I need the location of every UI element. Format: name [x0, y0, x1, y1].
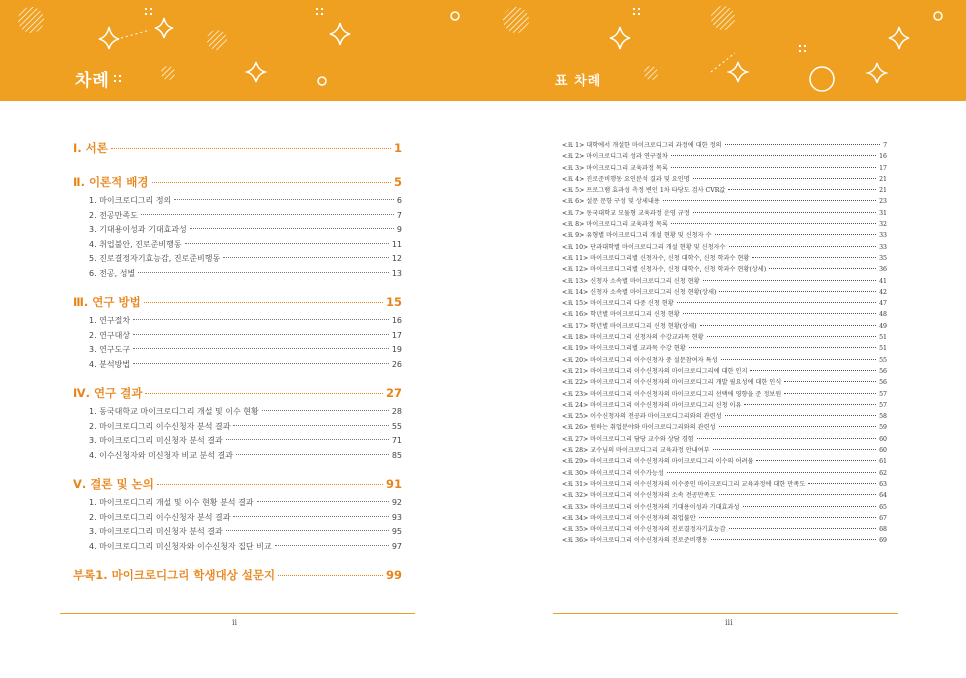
sparkle-icon — [247, 62, 265, 82]
toc-subsection-label: 4. 분석방법 — [89, 359, 131, 369]
table-list-entry — [562, 343, 887, 354]
table-of-contents — [73, 140, 402, 601]
hatched-circle-icon — [207, 30, 227, 50]
dot-leader — [719, 291, 876, 292]
toc-subsection-entry — [73, 359, 402, 371]
table-list-entry — [562, 208, 887, 219]
ring-icon — [451, 12, 459, 20]
table-list-page: 33 — [879, 243, 887, 251]
table-list-label: <표 32> 마이크로디그리 이수신청자의 소속 전공만족도 — [562, 492, 716, 500]
table-list-label: <표 23> 마이크로디그리 이수신청자의 마이크로디그리 선택에 영향을 준 정보원 — [562, 390, 782, 398]
toc-subsection-entry — [73, 253, 402, 265]
table-list-page: 23 — [879, 198, 887, 206]
table-list-entry — [562, 321, 887, 332]
toc-subsection-page: 93 — [391, 512, 402, 522]
table-list-page: 48 — [879, 311, 887, 319]
toc-subsection-page: 28 — [391, 407, 402, 416]
toc-subsection-page: 12 — [391, 254, 402, 263]
toc-subsection-page: 16 — [391, 316, 402, 325]
sparkle-icon — [729, 62, 747, 82]
table-list-page: 60 — [879, 435, 887, 443]
table-list-page: 21 — [879, 187, 887, 195]
table-list-entry — [562, 287, 887, 298]
banner-decoration — [0, 0, 483, 101]
toc-subsection-page: 71 — [391, 436, 402, 445]
dot-leader — [703, 280, 876, 281]
table-list-label: <표 24> 마이크로디그리 이수신청자의 마이크로디그리 신청 이유 — [562, 401, 742, 409]
hatched-circle-icon — [161, 66, 175, 80]
toc-subsection-label: 4. 취업불안, 진로준비행동 — [89, 239, 182, 249]
toc-section-entry — [73, 174, 402, 188]
dot-leader — [223, 257, 389, 258]
toc-subsection-label: 4. 마이크로디그리 미신청자와 이수신청자 집단 비교 — [89, 541, 272, 551]
dot-leader — [157, 484, 383, 485]
toc-subsection-page: 17 — [391, 330, 402, 340]
table-list-label: <표 6> 설문 문항 구성 및 상세내용 — [562, 198, 660, 206]
table-list-entry — [562, 468, 887, 479]
table-list-label: <표 19> 마이크로디그리별 교과목 수강 현황 — [562, 345, 686, 353]
dot-leader — [689, 347, 876, 348]
toc-section-entry — [73, 385, 402, 399]
toc-section-page: 99 — [385, 568, 402, 582]
toc-subsection-label: 2. 마이크로디그리 이수신청자 분석 결과 — [89, 512, 231, 522]
dot-leader — [233, 425, 388, 426]
table-list-page: 67 — [879, 514, 887, 522]
table-list-entry — [562, 490, 887, 501]
toc-section-label: Ⅲ. 연구 방법 — [73, 295, 141, 309]
dot-leader — [693, 178, 876, 179]
table-list-label: <표 10> 단과대학별 마이크로디그리 개설 현황 및 신청자수 — [562, 243, 726, 251]
toc-subsection-page: 7 — [396, 210, 402, 220]
toc-subsection-entry — [73, 421, 402, 433]
ring-icon — [934, 12, 942, 20]
table-list-page: 17 — [879, 164, 887, 172]
dot-leader — [808, 483, 876, 484]
table-list-label: <표 7> 동국대학교 모듈형 교육과정 운영 규정 — [562, 209, 690, 217]
ring-icon — [318, 77, 326, 85]
dot-leader — [725, 415, 877, 416]
ring-icon — [810, 67, 834, 91]
table-list-label: <표 13> 신청자 소속별 마이크로디그리 신청 현황 — [562, 277, 700, 285]
dot-leader — [133, 334, 389, 335]
dot-leader — [728, 189, 876, 190]
table-list-label: <표 36> 마이크로디그리 이수신청자의 진로준비행동 — [562, 537, 708, 545]
table-list-label: <표 26> 원하는 취업분야와 마이크로디그리와의 관련성 — [562, 424, 716, 432]
table-list-label: <표 11> 마이크로디그리별 신청자수, 신청 대학수, 신청 학과수 현황 — [562, 254, 750, 262]
toc-subsection-page: 9 — [396, 225, 402, 234]
dot-leader — [138, 272, 389, 273]
toc-subsection-label: 6. 전공, 성별 — [89, 268, 136, 278]
table-list-page: 56 — [879, 379, 887, 387]
table-list-entry — [562, 242, 887, 253]
toc-section-entry — [73, 567, 402, 581]
dot-leader — [707, 336, 876, 337]
header-banner — [483, 0, 966, 101]
table-list-page: 55 — [879, 356, 887, 364]
dot-leader — [671, 223, 876, 224]
table-list-page: 64 — [879, 492, 887, 500]
dot-leader — [663, 200, 876, 201]
hatched-circle-icon — [503, 7, 529, 33]
toc-subsection-entry — [73, 210, 402, 222]
toc-subsection-page: 85 — [391, 450, 402, 460]
page-title: 표 차례 — [555, 74, 602, 89]
table-list-label: <표 8> 마이크로디그리 교육과정 목록 — [562, 221, 668, 229]
table-list-page: 65 — [879, 503, 887, 511]
sparkle-icon — [155, 18, 173, 38]
right-page — [483, 0, 966, 678]
table-list-page: 31 — [879, 209, 887, 217]
toc-section-page: 5 — [393, 175, 402, 189]
table-list-label: <표 31> 마이크로디그리 이수신청자의 이수중인 마이크로디그리 교육과정에 대한 만족도 — [562, 480, 806, 488]
table-list-page: 62 — [879, 469, 887, 477]
table-list-label: <표 3> 마이크로디그리 교육과정 목록 — [562, 164, 668, 172]
footer-rule — [553, 613, 898, 614]
table-list-entry — [562, 411, 887, 422]
dot-leader — [784, 381, 876, 382]
dot-leader — [671, 155, 876, 156]
table-list-entry — [562, 230, 887, 241]
dot-leader — [750, 370, 876, 371]
sparkle-icon — [610, 27, 630, 49]
table-list-label: <표 14> 신청자 소속별 마이크로디그리 신청 현황(상세) — [562, 288, 717, 296]
hatched-circle-icon — [711, 6, 735, 30]
table-list-label: <표 33> 마이크로디그리 이수신청자의 기대용이성과 기대효과성 — [562, 503, 740, 511]
dot-leader — [144, 302, 383, 303]
table-list-label: <표 21> 마이크로디그리 이수신청자의 마이크로디그리에 대한 인지 — [562, 367, 748, 375]
table-list-page: 61 — [879, 458, 887, 466]
table-list-entry — [562, 174, 887, 185]
toc-subsection-label: 2. 연구대상 — [89, 330, 131, 340]
table-list-page: 57 — [879, 390, 887, 398]
toc-subsection-entry — [73, 344, 402, 356]
toc-subsection-label: 5. 진로결정자기효능감, 진로준비행동 — [89, 254, 221, 263]
toc-subsection-label: 1. 동국대학교 마이크로디그리 개설 및 이수 현황 — [89, 407, 259, 416]
dot-leader — [700, 325, 877, 326]
table-list-entry — [562, 332, 887, 343]
dot-leader — [721, 359, 877, 360]
table-list-label: <표 34> 마이크로디그리 이수신청자의 취업불안 — [562, 514, 696, 522]
dot-leader — [756, 460, 876, 461]
table-list-entry — [562, 389, 887, 400]
dot-leader — [693, 212, 876, 213]
toc-subsection-label: 1. 마이크로디그리 정의 — [89, 196, 172, 205]
dot-leader — [729, 246, 877, 247]
dot-leader — [145, 393, 383, 394]
table-list-entry — [562, 434, 887, 445]
dot-leader — [275, 545, 389, 546]
toc-subsection-label: 3. 마이크로디그리 미신청자 분석 결과 — [89, 527, 223, 536]
table-list-page: 7 — [883, 142, 887, 149]
table-list-page: 63 — [879, 480, 887, 488]
table-list-label: <표 29> 마이크로디그리 이수신청자의 마이크로디그리 이수의 어려움 — [562, 458, 754, 466]
toc-section-page: 15 — [385, 295, 402, 309]
table-list-page: 51 — [879, 345, 887, 353]
toc-section-page: 27 — [385, 386, 402, 400]
toc-subsection-label: 3. 기대용이성과 기대효과성 — [89, 225, 187, 234]
dot-leader — [713, 449, 877, 450]
page-number: ii — [232, 618, 238, 627]
dot-leader — [784, 393, 876, 394]
dot-leader — [226, 439, 389, 440]
toc-subsection-page: 26 — [391, 359, 402, 369]
toc-section-label: Ⅴ. 결론 및 논의 — [73, 477, 154, 491]
table-list-page: 69 — [879, 537, 887, 545]
dot-leader — [226, 530, 389, 531]
toc-subsection-entry — [73, 406, 402, 418]
sparkle-icon — [889, 27, 909, 49]
table-list-label: <표 17> 학년별 마이크로디그리 신청 현황(상세) — [562, 322, 697, 330]
dot-leader — [141, 214, 394, 215]
table-list-entry — [562, 140, 887, 151]
toc-subsection-entry — [73, 435, 402, 447]
dot-leader — [257, 501, 389, 502]
toc-section-label: Ⅱ. 이론적 배경 — [73, 175, 149, 189]
table-list-page: 56 — [879, 367, 887, 375]
toc-section-label: Ⅳ. 연구 결과 — [73, 386, 143, 400]
sparkle-icon — [868, 63, 886, 83]
toc-subsection-entry — [73, 526, 402, 538]
table-list-entry — [562, 264, 887, 275]
table-list-page: 32 — [879, 221, 887, 229]
table-list-label: <표 9> 유형별 마이크로디그리 개설 현황 및 신청자 수 — [562, 232, 712, 240]
dot-leader — [671, 167, 876, 168]
dot-leader — [236, 454, 389, 455]
dot-leader — [743, 506, 877, 507]
toc-subsection-entry — [73, 497, 402, 509]
table-list-page: 42 — [879, 288, 887, 296]
dot-leader — [262, 410, 389, 411]
toc-section-label: Ⅰ. 서론 — [73, 141, 108, 155]
dot-leader — [174, 199, 394, 200]
table-list-label: <표 12> 마이크로디그리별 신청자수, 신청 대학수, 신청 학과수 현황(상세) — [562, 266, 767, 274]
table-list-entry — [562, 163, 887, 174]
table-list-page: 16 — [879, 153, 887, 161]
hatched-circle-icon — [644, 66, 658, 80]
table-list-entry — [562, 276, 887, 287]
dot-leader — [744, 404, 876, 405]
toc-subsection-page: 13 — [391, 268, 402, 278]
dot-leader — [133, 319, 389, 320]
toc-subsection-entry — [73, 268, 402, 280]
table-list-label: <표 5> 프로그램 효과성 측정 변인 1차 타당도 검사 CVR값 — [562, 187, 726, 195]
dot-leader — [133, 348, 389, 349]
table-list-entry — [562, 456, 887, 467]
toc-subsection-page: 95 — [391, 527, 402, 536]
toc-subsection-page: 19 — [391, 345, 402, 354]
footer-rule — [60, 613, 415, 614]
table-list-entry — [562, 400, 887, 411]
table-list-page: 60 — [879, 447, 887, 455]
table-list-entry — [562, 355, 887, 366]
table-list-page: 51 — [879, 334, 887, 342]
table-list-page: 59 — [879, 424, 887, 432]
dot-leader — [278, 575, 383, 576]
toc-section-entry — [73, 140, 402, 154]
toc-subsection-entry — [73, 541, 402, 553]
toc-subsection-label: 3. 마이크로디그리 미신청자 분석 결과 — [89, 436, 223, 445]
table-list-page: 68 — [879, 526, 887, 534]
toc-subsection-label: 2. 마이크로디그리 이수신청자 분석 결과 — [89, 421, 231, 431]
table-list-entry — [562, 309, 887, 320]
toc-subsection-page: 55 — [391, 421, 402, 431]
table-list-page: 58 — [879, 413, 887, 421]
dot-leader — [683, 313, 876, 314]
table-list-label: <표 1> 대학에서 개설한 마이크로디그리 과정에 대한 정의 — [562, 142, 722, 149]
table-list-label: <표 20> 마이크로디그리 이수신청자 중 설문참여자 특성 — [562, 356, 718, 364]
header-banner — [0, 0, 483, 101]
toc-subsection-entry — [73, 239, 402, 251]
toc-subsection-label: 2. 전공만족도 — [89, 210, 138, 220]
dot-leader — [233, 516, 388, 517]
dot-leader — [725, 144, 880, 145]
table-list-entry — [562, 513, 887, 524]
table-list-entry — [562, 377, 887, 388]
dot-leader — [719, 426, 877, 427]
toc-subsection-page: 97 — [391, 541, 402, 551]
dot-leader — [769, 268, 876, 269]
table-list-label: <표 18> 마이크로디그리 신청자의 수강교과목 현황 — [562, 334, 704, 342]
table-list-page: 49 — [879, 322, 887, 330]
table-list-entry — [562, 445, 887, 456]
table-list-entry — [562, 151, 887, 162]
hatched-circle-icon — [18, 7, 44, 33]
table-list-label: <표 30> 마이크로디그리 이수가능성 — [562, 469, 664, 477]
sparkle-icon — [330, 23, 350, 45]
table-list-page: 57 — [879, 401, 887, 409]
table-list-entry — [562, 298, 887, 309]
dot-leader — [190, 228, 394, 229]
table-list-label: <표 4> 진로준비행동 요인분석 결과 및 요인명 — [562, 175, 690, 183]
toc-subsection-entry — [73, 512, 402, 524]
table-list-label: <표 27> 마이크로디그리 담당 교수와 상담 경험 — [562, 435, 694, 443]
table-list-entry — [562, 502, 887, 513]
toc-subsection-label: 3. 연구도구 — [89, 345, 131, 354]
table-list-entry — [562, 253, 887, 264]
table-list-entry — [562, 185, 887, 196]
table-list-page: 33 — [879, 232, 887, 240]
dot-leader — [697, 438, 876, 439]
toc-subsection-page: 11 — [391, 239, 402, 249]
dot-leader — [133, 363, 389, 364]
table-list-entry — [562, 535, 887, 546]
toc-subsection-entry — [73, 450, 402, 462]
table-list-entry — [562, 479, 887, 490]
dot-leader — [715, 234, 877, 235]
toc-section-entry — [73, 476, 402, 490]
dot-leader — [111, 148, 391, 149]
toc-subsection-label: 4. 이수신청자와 미신청자 비교 분석 결과 — [89, 450, 233, 460]
dot-leader — [152, 182, 391, 183]
table-list-page: 47 — [879, 300, 887, 308]
page-number: iii — [725, 618, 733, 627]
table-list-label: <표 2> 마이크로디그리 성과 연구절차 — [562, 153, 668, 161]
toc-subsection-label: 1. 마이크로디그리 개설 및 이수 현황 분석 결과 — [89, 498, 254, 507]
toc-section-page: 91 — [385, 477, 402, 491]
toc-subsection-entry — [73, 195, 402, 207]
toc-subsection-entry — [73, 315, 402, 327]
toc-section-page: 1 — [393, 141, 402, 155]
sparkle-icon — [99, 27, 119, 49]
table-list-entry — [562, 196, 887, 207]
dot-leader — [185, 243, 389, 244]
table-list-label: <표 15> 마이크로디그리 다중 신청 현황 — [562, 300, 674, 308]
table-list-entry — [562, 422, 887, 433]
toc-subsection-page: 92 — [391, 498, 402, 507]
toc-section-label: 부록1. 마이크로디그리 학생대상 설문지 — [73, 568, 276, 582]
table-list-page: 36 — [879, 266, 887, 274]
dot-leader — [729, 528, 877, 529]
dot-leader — [667, 472, 876, 473]
table-list-label: <표 35> 마이크로디그리 이수신청자의 진로결정자기효능감 — [562, 526, 726, 534]
table-list-label: <표 22> 마이크로디그리 이수신청자의 마이크로디그리 개발 필요성에 대한 인식 — [562, 379, 782, 387]
toc-subsection-page: 6 — [396, 196, 402, 205]
toc-subsection-entry — [73, 224, 402, 236]
toc-subsection-label: 1. 연구절차 — [89, 316, 131, 325]
table-list-label: <표 16> 학년별 마이크로디그리 신청 현황 — [562, 311, 680, 319]
table-list-page: 41 — [879, 277, 887, 285]
table-list-page: 35 — [879, 254, 887, 262]
table-list-entry — [562, 366, 887, 377]
toc-section-entry — [73, 294, 402, 308]
table-list-entry — [562, 524, 887, 535]
page-title: 차례 — [75, 71, 110, 91]
toc-subsection-entry — [73, 330, 402, 342]
table-list-page: 21 — [879, 175, 887, 183]
list-of-tables — [562, 140, 887, 547]
dot-leader — [719, 494, 877, 495]
dot-leader — [711, 539, 876, 540]
dot-leader — [752, 257, 876, 258]
dot-leader — [677, 302, 876, 303]
table-list-label: <표 25> 이수신청자의 전공과 마이크로디그리와의 관련성 — [562, 413, 722, 421]
dot-leader — [699, 517, 876, 518]
table-list-entry — [562, 219, 887, 230]
table-list-label: <표 28> 교수님의 마이크로디그리 교육과정 안내여부 — [562, 447, 710, 455]
